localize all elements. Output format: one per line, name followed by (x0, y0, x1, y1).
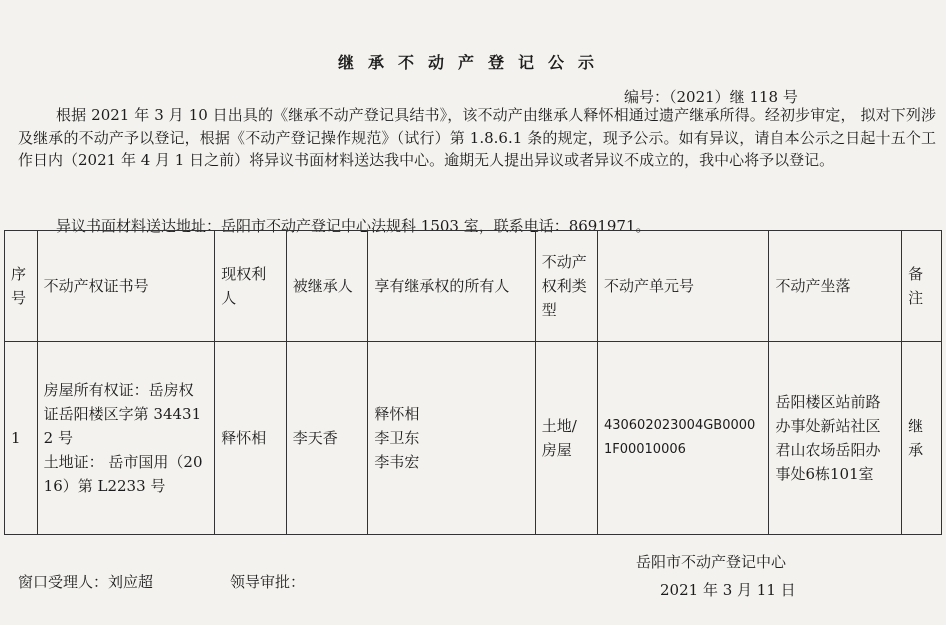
document-number: 编号：（2021）继 118 号 (624, 88, 798, 106)
objection-address: 异议书面材料送达地址：岳阳市不动产登记中心法规科 1503 室，联系电话：8691971。 (56, 217, 651, 235)
header-heirs: 享有继承权的所有人 (368, 231, 535, 342)
issuing-authority: 岳阳市不动产登记中心 (636, 553, 787, 571)
heir-name: 李卫东 (374, 429, 420, 447)
cell-current-holder: 释怀相 (215, 342, 286, 535)
cell-remark: 继承 (902, 342, 942, 535)
notice-paragraph: 根据 2021 年 3 月 10 日出具的《继承不动产登记具结书》，该不动产由继承人释怀相通过遗产继承所得。经初步审定， 拟对下列涉及继承的不动产予以登记，根据《不动产登记操作规范》（试行）第 1.8.6.1 条的规定，现予公示。如有异议，请自本公示之日起十五个工作日内（2021 年 4 月 1 日之前）将异议书面材料送达我中心。逾期无人提出异议或者异议不成立的，我中心将予以登记。 (18, 106, 936, 170)
header-cert-no: 不动产权证书号 (37, 231, 215, 342)
property-table (4, 230, 942, 535)
header-location: 不动产坐落 (769, 231, 902, 342)
table-row (5, 342, 942, 535)
header-current-holder: 现权利人 (215, 231, 286, 342)
header-right-type: 不动产权利类型 (535, 231, 597, 342)
cell-cert-no (37, 342, 215, 535)
notice-title: 继承不动产登记公示 (337, 53, 608, 72)
cell-seq: 1 (5, 342, 38, 535)
table-header-row (5, 231, 942, 342)
header-unit-no: 不动产单元号 (597, 231, 768, 342)
cell-location: 岳阳楼区站前路办事处新站社区君山农场岳阳办事处6栋101室 (769, 342, 902, 535)
header-seq: 序号 (5, 231, 38, 342)
header-remark: 备注 (902, 231, 942, 342)
cell-heirs (368, 342, 535, 535)
heir-name: 释怀相 (374, 405, 420, 423)
header-decedent: 被继承人 (286, 231, 368, 342)
cell-decedent: 李天香 (286, 342, 368, 535)
heir-name: 李韦宏 (374, 453, 420, 471)
cell-unit-no: 430602023004GB00001F00010006 (597, 342, 768, 535)
cert-land: 土地证： 岳市国用（2016）第 L2233 号 (43, 453, 203, 495)
leader-approval: 领导审批： (230, 573, 306, 591)
cert-house: 房屋所有权证：岳房权证岳阳楼区字第 344312 号 (43, 381, 202, 447)
issue-date: 2021 年 3 月 11 日 (660, 581, 796, 599)
cell-right-type: 土地/房屋 (535, 342, 597, 535)
window-receiver: 窗口受理人：刘应超 (18, 573, 154, 591)
